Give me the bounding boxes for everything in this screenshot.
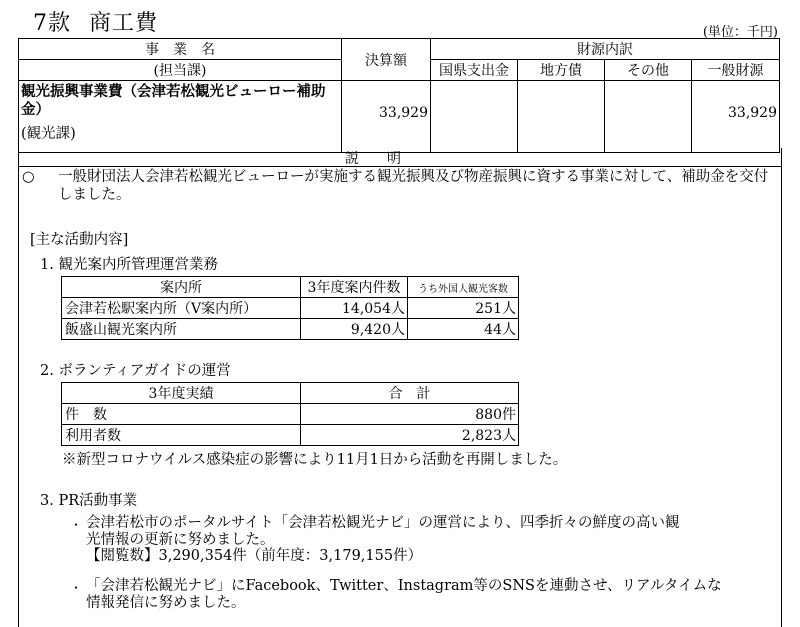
funding-col-national: 国県支出金 — [431, 60, 518, 81]
volunteer-value: 2,823人 — [301, 425, 519, 446]
funding-col-general: 一般財源 — [692, 60, 780, 81]
section-number: 7款 — [33, 11, 71, 36]
general-value: 33,929 — [692, 81, 780, 153]
pr-bullet2-line1: 「会津若松観光ナビ」にFacebook、Twitter、Instagram等のSNSを連動させ、リアルタイムな — [86, 578, 722, 594]
volunteer-value: 880件 — [301, 404, 519, 425]
col-name-header: 事 業 名 — [19, 39, 342, 60]
activities-heading: [主な活動内容] — [30, 232, 129, 248]
pr-bullet1-line3: 【閲覧数】3,290,354件（前年度：3,179,155件） — [86, 548, 423, 564]
item2-title: 2. ボランティアガイドの運営 — [40, 363, 231, 379]
table-row — [62, 319, 519, 340]
guide-col-count: 3年度案内件数 — [301, 277, 408, 298]
pr-bullet1-line1: 会津若松市のポータルサイト「会津若松観光ナビ」の運営により、四季折々の鮮度の高い観 — [86, 515, 680, 531]
other-value — [605, 81, 692, 153]
intro-mark: ○ — [22, 169, 35, 185]
volunteer-note: ※新型コロナウイルス感染症の影響により11月1日から活動を再開しました。 — [62, 452, 568, 468]
explanation-label: 説 明 — [345, 151, 401, 167]
guide-place: 飯盛山観光案内所 — [62, 319, 301, 340]
table-row — [62, 298, 519, 319]
guide-place: 会津若松駅案内所（V案内所） — [62, 298, 301, 319]
volunteer-col-total: 合 計 — [301, 383, 519, 404]
funding-col-other: その他 — [605, 60, 692, 81]
intro-paragraph: 一般財団法人会津若松観光ビューローが実施する観光振興及び物産振興に資する事業に対して、補助金を交付しました。 — [58, 169, 769, 203]
guide-col-foreign: うち外国人観光客数 — [408, 277, 519, 298]
guide-col-place: 案内所 — [62, 277, 301, 298]
col-funding-header: 財源内訳 — [431, 39, 780, 60]
section-name: 商工費 — [89, 11, 159, 36]
guide-foreign: 44人 — [408, 319, 519, 340]
col-name-sub-header: (担当課) — [19, 60, 342, 81]
guide-count: 9,420人 — [301, 319, 408, 340]
bullet-dot: ・ — [70, 581, 83, 595]
explanation-header — [18, 148, 782, 167]
volunteer-label: 利用者数 — [62, 425, 301, 446]
pr-bullet1-line2: 光情報の更新に努めました。 — [86, 532, 275, 548]
pr-bullet2-line2: 情報発信に努めました。 — [86, 595, 246, 611]
item3-title: 3. PR活動事業 — [40, 493, 138, 509]
amount-value: 33,929 — [342, 81, 431, 153]
project-dept: (観光課) — [21, 126, 76, 142]
national-value — [431, 81, 518, 153]
guide-foreign: 251人 — [408, 298, 519, 319]
volunteer-label: 件 数 — [62, 404, 301, 425]
project-name: 観光振興事業費（会津若松観光ビューロー補助金） — [21, 83, 326, 118]
project-cell — [19, 81, 342, 153]
bond-value — [518, 81, 605, 153]
intro-text — [58, 168, 778, 204]
volunteer-table — [61, 382, 519, 446]
budget-table — [18, 38, 780, 153]
bullet-dot: ・ — [70, 518, 83, 532]
volunteer-col-label: 3年度実績 — [62, 383, 301, 404]
unit-label: (単位：千円) — [702, 25, 778, 40]
guide-center-table — [61, 276, 519, 340]
table-row — [62, 404, 519, 425]
guide-count: 14,054人 — [301, 298, 408, 319]
funding-col-bond: 地方債 — [518, 60, 605, 81]
section-title — [33, 6, 158, 37]
table-row — [62, 425, 519, 446]
item1-title: 1. 観光案内所管理運営業務 — [40, 257, 218, 273]
col-amount-header: 決算額 — [342, 39, 431, 81]
